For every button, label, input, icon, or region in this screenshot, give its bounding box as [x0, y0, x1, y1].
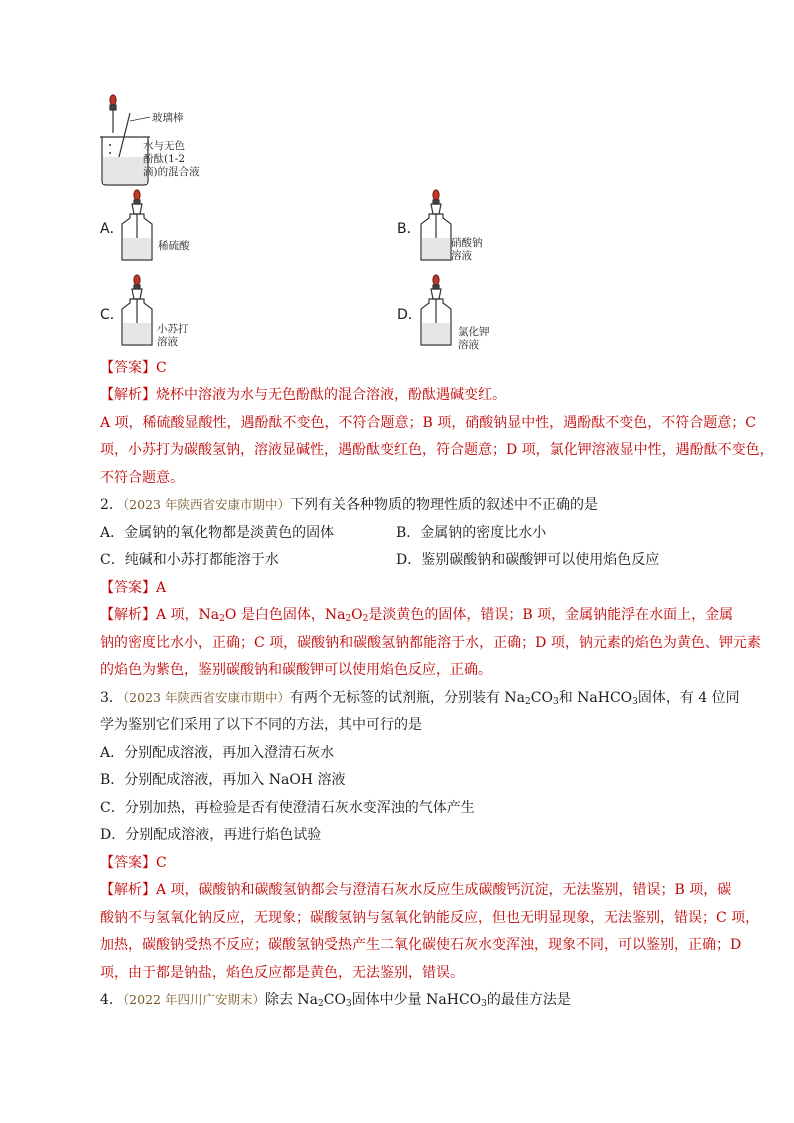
- option-b-label-line1: 硝酸钠: [451, 237, 483, 249]
- q3-analysis-line1: 【解析】A 项，碳酸钠和碳酸氢钠都会与澄清石灰水反应生成碳酸钙沉淀，无法鉴别，错误；B 项，碳: [100, 882, 732, 898]
- q1-analysis-line3: 项，小苏打为碳酸氢钠，溶液显碱性，遇酚酞变红色，符合题意；D 项，氯化钾溶液显中性，遇酚酞不变色，: [100, 442, 774, 458]
- q2-answer: 【答案】A: [100, 580, 167, 596]
- q3-option-b: B．分别配成溶液，再加入 NaOH 溶液: [100, 772, 346, 788]
- option-c-label-line2: 溶液: [157, 336, 178, 348]
- q3-analysis-line3: 加热，碳酸钠受热不反应；碳酸氢钠受热产生二氧化碳使石灰水变浑浊，现象不同，可以鉴别，正确；D: [100, 937, 742, 953]
- q1-analysis-line4: 不符合题意。: [100, 470, 184, 486]
- q2-analysis-line3: 的焰色为紫色，鉴别碳酸钠和碳酸钾可以使用焰色反应，正确。: [100, 662, 492, 678]
- q3-answer: 【答案】C: [100, 855, 167, 871]
- q4-stem: 4．（2022 年四川广安期末）除去 $Na_2CO_3$固体中少量 NaHCO$_3$的最佳方法是: [100, 992, 571, 1009]
- bottle-a-figure: [124, 190, 158, 262]
- q1-analysis-line1: 【解析】烧杯中溶液为水与无色酚酞的混合溶液，酚酞遇碱变红。: [100, 387, 506, 403]
- glass-rod-label: 玻璃棒: [152, 112, 184, 124]
- bottle-c-figure: [124, 275, 158, 347]
- q3-analysis-line2: 酸钠不与氢氧化钠反应，无现象；碳酸氢钠与氢氧化钠能反应，但也无明显现象，无法鉴别，错误；C 项，: [100, 910, 760, 926]
- q1-answer: [100, 355, 740, 381]
- option-d-label-line1: 氯化钾: [458, 326, 490, 338]
- option-c-letter: C．: [100, 307, 124, 323]
- mix-label-line2: 酚酞(1-2: [143, 153, 186, 165]
- q1-analysis-line2: A 项，稀硫酸显酸性，遇酚酞不变色，不符合题意；B 项，硝酸钠显中性，遇酚酞不变色，不符合题意；C: [100, 415, 757, 431]
- q2-analysis-line2: 钠的密度比水小，正确；C 项，碳酸钠和碳酸氢钠都能溶于水，正确；D 项，钠元素的焰色为黄色、钾元素: [100, 635, 761, 651]
- analysis-tag: 【解析】: [100, 387, 156, 403]
- option-c-label-line1: 小苏打: [157, 323, 189, 335]
- option-b-letter: B．: [397, 221, 421, 237]
- mix-label-line1: 水与无色: [143, 140, 185, 152]
- bottle-d-figure: [423, 275, 457, 347]
- question-source: （2023 年陕西省安康市期中）: [122, 497, 290, 512]
- answer-value: C: [156, 360, 167, 376]
- answer-tag: 【答案】: [100, 360, 156, 376]
- mix-label-line3: 滴)的混合液: [143, 166, 200, 178]
- rod-leader-line: [130, 113, 152, 123]
- q3-analysis-line4: 项，由于都是钠盐，焰色反应都是黄色，无法鉴别，错误。: [100, 965, 464, 981]
- option-d-letter: D．: [397, 307, 422, 323]
- option-d-label-line2: 溶液: [458, 339, 479, 351]
- q2-option-b: B．金属钠的密度比水小: [396, 525, 547, 541]
- q2-option-a: A．金属钠的氧化物都是淡黄色的固体: [100, 525, 335, 541]
- q2-option-c: C．纯碱和小苏打都能溶于水: [100, 552, 279, 568]
- q2-stem: 2．（2023 年陕西省安康市期中）下列有关各种物质的物理性质的叙述中不正确的是: [100, 497, 598, 513]
- q2-option-d: D．鉴别碳酸钠和碳酸钾可以使用焰色反应: [396, 552, 660, 568]
- option-a-label: 稀硫酸: [158, 240, 190, 252]
- option-a-letter: A．: [100, 221, 124, 237]
- q3-option-d: D．分别配成溶液，再进行焰色试验: [100, 827, 322, 843]
- q2-analysis-line1: 【解析】A 项，$Na_2O$ 是白色固体，$Na_2O_2$是淡黄色的固体，错误；B 项，金属钠能浮在水面上，金属: [100, 607, 734, 624]
- q3-option-c: C．分别加热，再检验是否有使澄清石灰水变浑浊的气体产生: [100, 800, 475, 816]
- q3-stem-line2: 学为鉴别它们采用了以下不同的方法，其中可行的是: [100, 717, 422, 733]
- option-b-label-line2: 溶液: [451, 250, 472, 262]
- q3-stem-line1: 3．（2023 年陕西省安康市期中）有两个无标签的试剂瓶，分别装有 $Na_2CO_3$和 NaHCO$_3$固体，有 4 位同: [100, 690, 740, 707]
- q3-option-a: A．分别配成溶液，再加入澄清石灰水: [100, 745, 335, 761]
